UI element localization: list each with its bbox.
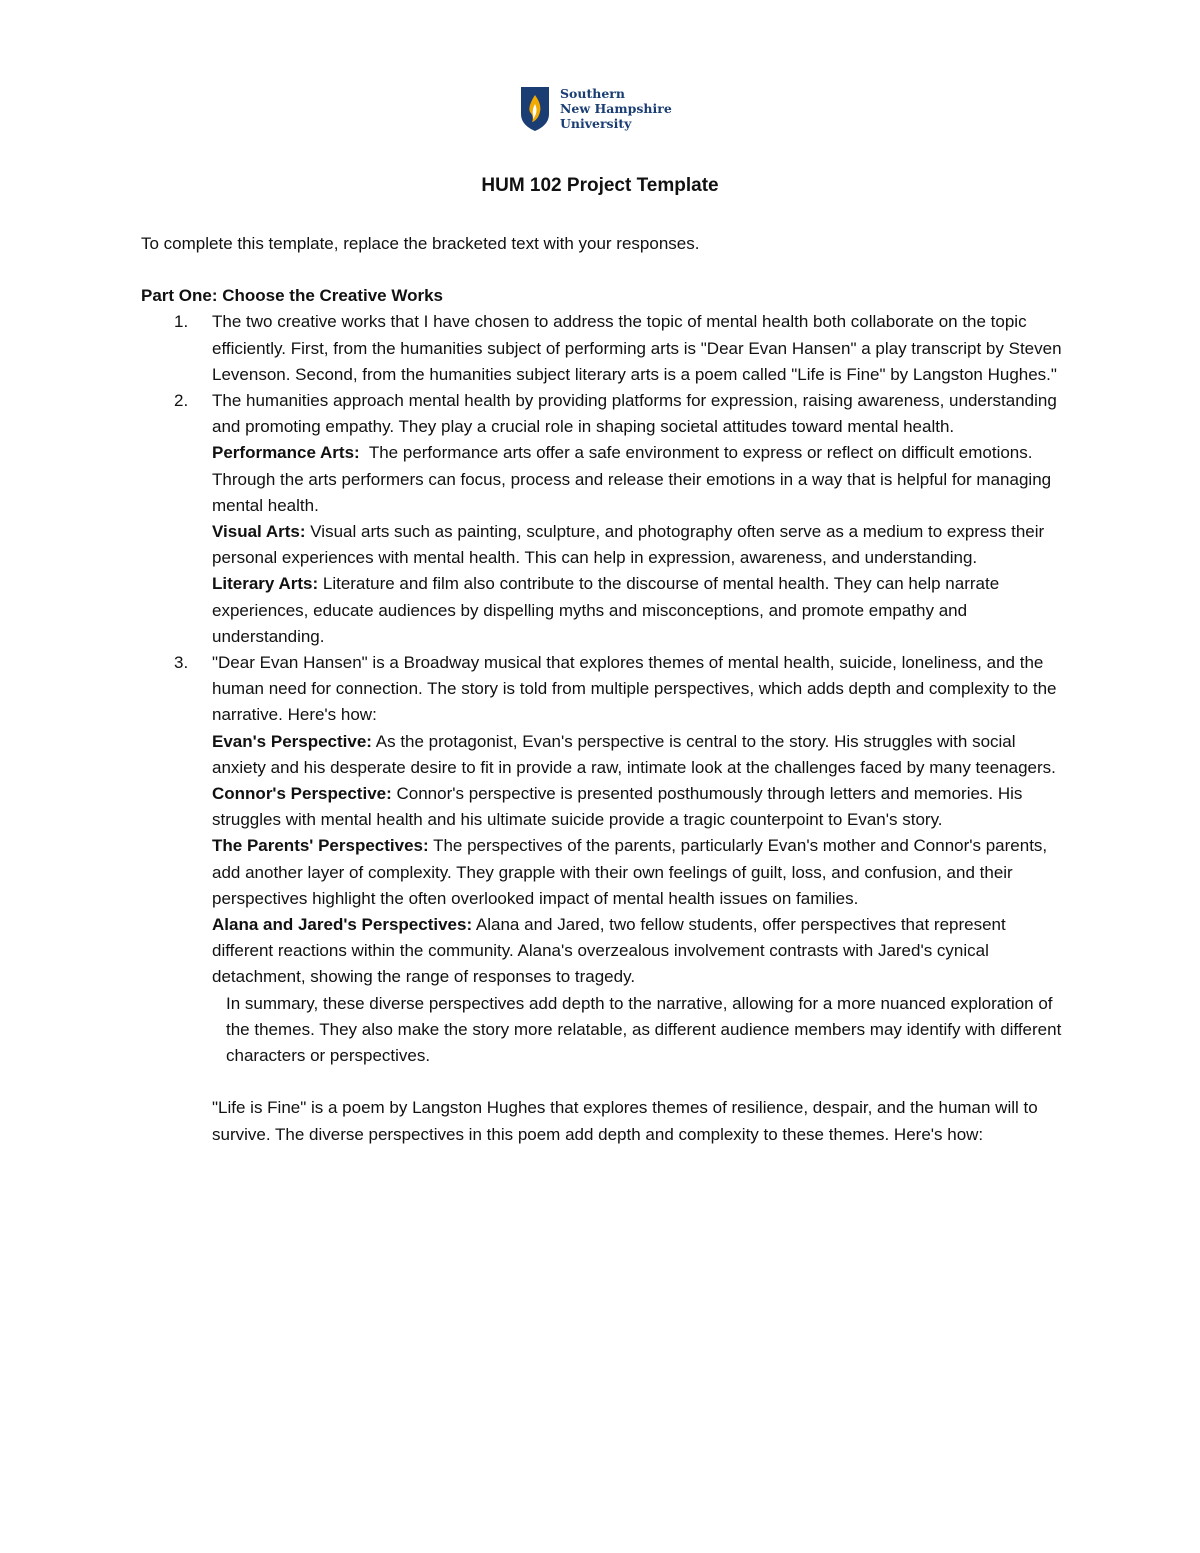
item-intro: "Dear Evan Hansen" is a Broadway musical that explores themes of mental health, suicide, loneliness, and the human need for connection. The story is told from multiple perspectives, which adds depth and complexity to the narrative. Here's how: bbox=[212, 653, 1057, 725]
section-label: Visual Arts: bbox=[212, 522, 306, 542]
summary-paragraph: In summary, these diverse perspectives add depth to the narrative, allowing for a more nuanced exploration of the themes. They also make the story more relatable, as different audience members may identify with different characters or perspectives. bbox=[226, 993, 1062, 1066]
section-label: Literary Arts: bbox=[212, 574, 319, 594]
poem-intro-paragraph: "Life is Fine" is a poem by Langston Hughes that explores themes of resilience, despair, and the human will to survive. The diverse perspectives in this poem add depth and complexity to these themes. Here's how: bbox=[212, 1098, 1038, 1144]
list-number: 1. bbox=[174, 312, 189, 332]
list-number: 3. bbox=[174, 653, 189, 673]
section-text: Literature and film also contribute to the discourse of mental health. They can help narrate experiences, educate audiences by dispelling myths and misconceptions, and promote empathy and understanding. bbox=[212, 574, 1000, 646]
item-text: The two creative works that I have chosen to address the topic of mental health both collaborate on the topic efficiently. First, from the humanities subject of performing arts is "Dear Evan Hansen" a play transcript by Steven Levenson. Second, from the humanities subject literary arts is a poem called "Life is Fine" by Langston Hughes." bbox=[212, 312, 1062, 384]
list-item bbox=[141, 309, 1071, 388]
item-intro: The humanities approach mental health by providing platforms for expression, raising awareness, understanding and promoting empathy. They play a crucial role in shaping societal attitudes toward mental health. bbox=[212, 391, 1057, 437]
document-title: HUM 102 Project Template bbox=[481, 175, 719, 196]
response-list bbox=[141, 309, 1071, 1147]
list-item bbox=[141, 388, 1071, 650]
section-visual-arts bbox=[212, 519, 1071, 571]
section-text: As the protagonist, Evan's perspective is central to the story. His struggles with social anxiety and his desperate desire to fit in provide a raw, intimate look at the challenges faced by many teenagers. bbox=[212, 731, 1056, 777]
section-parents-perspectives bbox=[212, 833, 1071, 912]
section-text: Connor's perspective is presented posthumously through letters and memories. His struggles with mental health and his ultimate suicide provide a tragic counterpoint to Evan's story. bbox=[212, 784, 1023, 830]
spacer bbox=[212, 1069, 1071, 1095]
part-one-heading: Part One: Choose the Creative Works bbox=[141, 286, 443, 306]
document-body bbox=[141, 231, 1071, 1148]
section-label: Performance Arts: bbox=[212, 443, 360, 463]
list-number: 2. bbox=[174, 391, 189, 411]
section-label: Alana and Jared's Perspectives: bbox=[212, 915, 473, 935]
section-text: The perspectives of the parents, particularly Evan's mother and Connor's parents, add another layer of complexity. They grapple with their own feelings of guilt, loss, and confusion, and their perspectives highlight the often overlooked impact of mental health issues on families. bbox=[212, 836, 1048, 908]
section-performance-arts bbox=[212, 440, 1071, 519]
section-text: Alana and Jared, two fellow students, offer perspectives that represent different reactions within the community. Alana's overzealous involvement contrasts with Jared's cynical detachment, showing the range of responses to tragedy. bbox=[212, 915, 1006, 987]
logo-line: University bbox=[560, 116, 632, 131]
logo-line: New Hampshire bbox=[560, 101, 672, 116]
instructions-text: To complete this template, replace the bracketed text with your responses. bbox=[141, 234, 700, 253]
logo-wordmark bbox=[560, 86, 672, 131]
flame-shield-icon bbox=[520, 86, 550, 132]
section-alana-jared-perspectives bbox=[212, 912, 1071, 991]
section-evan-perspective bbox=[212, 729, 1071, 781]
section-label: Evan's Perspective: bbox=[212, 731, 372, 751]
list-item bbox=[141, 650, 1071, 1148]
section-literary-arts bbox=[212, 571, 1071, 650]
logo-line: Southern bbox=[560, 86, 625, 101]
university-logo bbox=[520, 86, 672, 132]
section-text: The performance arts offer a safe environment to express or reflect on difficult emotions. Through the arts performers can focus, process and release their emotions in a way that is helpful for managing mental health. bbox=[212, 443, 1056, 515]
section-label: The Parents' Perspectives: bbox=[212, 836, 429, 856]
section-label: Connor's Perspective: bbox=[212, 784, 392, 804]
section-text: Visual arts such as painting, sculpture, and photography often serve as a medium to express their personal experiences with mental health. This can help in expression, awareness, and understanding. bbox=[212, 522, 1045, 568]
section-connor-perspective bbox=[212, 781, 1071, 833]
